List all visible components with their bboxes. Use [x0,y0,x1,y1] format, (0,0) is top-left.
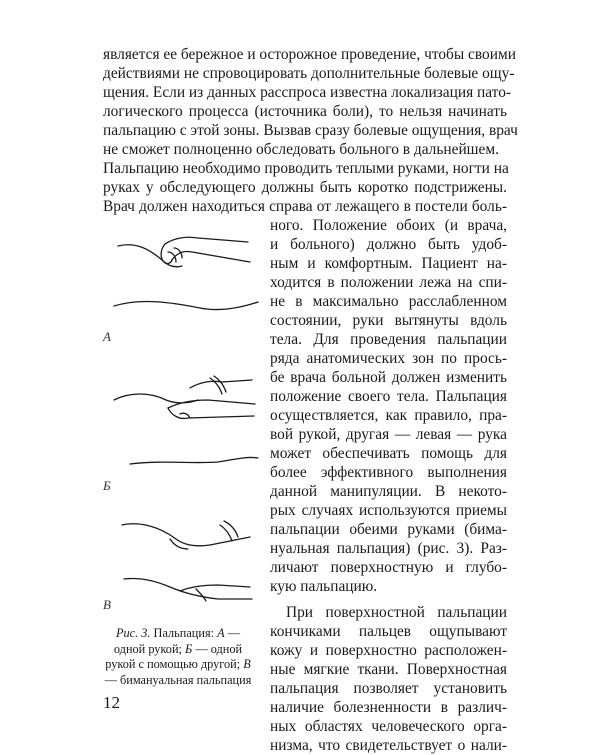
figure-c-bimanual-drawing [100,505,260,615]
text-line: пальпация позволяет установить [270,680,507,697]
text-line: не сможет полноценно обследовать больного в дальнейшем. [103,141,499,158]
text-line: ного. Положение обоих (и врача, [270,217,507,234]
text-line: вой рукой, другая — левая — рука [270,426,507,443]
figure-caption [103,626,253,688]
text-line: логического процесса (источника боли), то нельзя начинать [103,103,507,120]
text-line: Врач должен находиться справа от лежащего в постели боль- [103,198,507,215]
text-line: кожу и поверхностно расположен- [270,642,507,659]
text-line: личают поверхностную и глубо- [270,559,507,576]
caption-c-text: — бимануальная пальпация [104,672,252,687]
text-line: не в максимально расслабленном [270,293,507,310]
text-line: может обеспечивать помощь для [270,445,507,462]
text-line: Пальпацию необходимо проводить теплыми руками, ногти на [103,160,509,177]
caption-prefix: Рис. 3. [115,626,151,640]
text-line: положение своего тела. Пальпация [270,388,507,405]
text-line: кончиками пальцев ощупывают [270,623,507,640]
text-line: ных областях человеческого орга- [270,718,507,735]
caption-a: А [217,626,225,640]
text-line: руках у обследующего должны быть коротко подстрижены. [103,179,507,196]
text-line: осуществляется, как правило, пра- [270,407,507,424]
figure-label-c: В [103,597,111,612]
text-line: состоянии, руки вытянуты вдоль [270,312,507,329]
text-line: нуальная пальпация) (рис. 3). Раз- [270,540,507,557]
caption-b-text: — одной рукой с помощью другой; [105,641,244,671]
text-line: бе врача больной должен изменить [270,369,507,386]
figure-label-a: А [103,329,111,344]
text-line: пальпации обеими руками (бима- [270,521,507,538]
figure-a-one-hand-drawing [100,222,260,332]
text-line: кую пальпацию. [270,578,378,595]
text-line: рых случаях используются приемы [270,502,507,519]
text-line: ные мягкие ткани. Поверхностная [270,661,507,678]
text-line: ным и комфортным. Пациент на- [270,255,507,272]
text-line: данной манипуляции. В некото- [270,483,507,500]
text-line: более эффективного выполнения [270,464,507,481]
text-line: При поверхностной пальпации [286,604,507,621]
figure-b-assisted-hand-drawing [100,370,260,480]
text-line: тела. Для проведения пальпации [270,331,507,348]
text-line: ходится в положении лежа на спи- [270,274,507,291]
text-line: действиями не спровоцировать дополнительные болевые ощу- [103,65,515,82]
caption-a-text: — одной рукой; [113,626,240,656]
text-line: наличие болезненности в различ- [270,699,507,716]
caption-main: Пальпация: [150,626,218,640]
page-number: 12 [103,693,120,712]
text-line: низма, что свидетельствует о нали- [270,737,507,754]
text-line: и больного) должно быть удоб- [270,236,507,253]
text-line: щения. Если из данных расспроса известна локализация пато- [103,84,512,101]
figure-label-b: Б [103,478,111,493]
text-line: является ее бережное и осторожное проведение, чтобы своими [103,46,516,63]
text-line: ряда анатомических зон по прось- [270,350,507,367]
text-line: пальпацию с этой зоны. Вызвав сразу болевые ощущения, врач [103,122,518,139]
caption-b: Б [185,641,193,656]
caption-c: В [243,657,251,671]
